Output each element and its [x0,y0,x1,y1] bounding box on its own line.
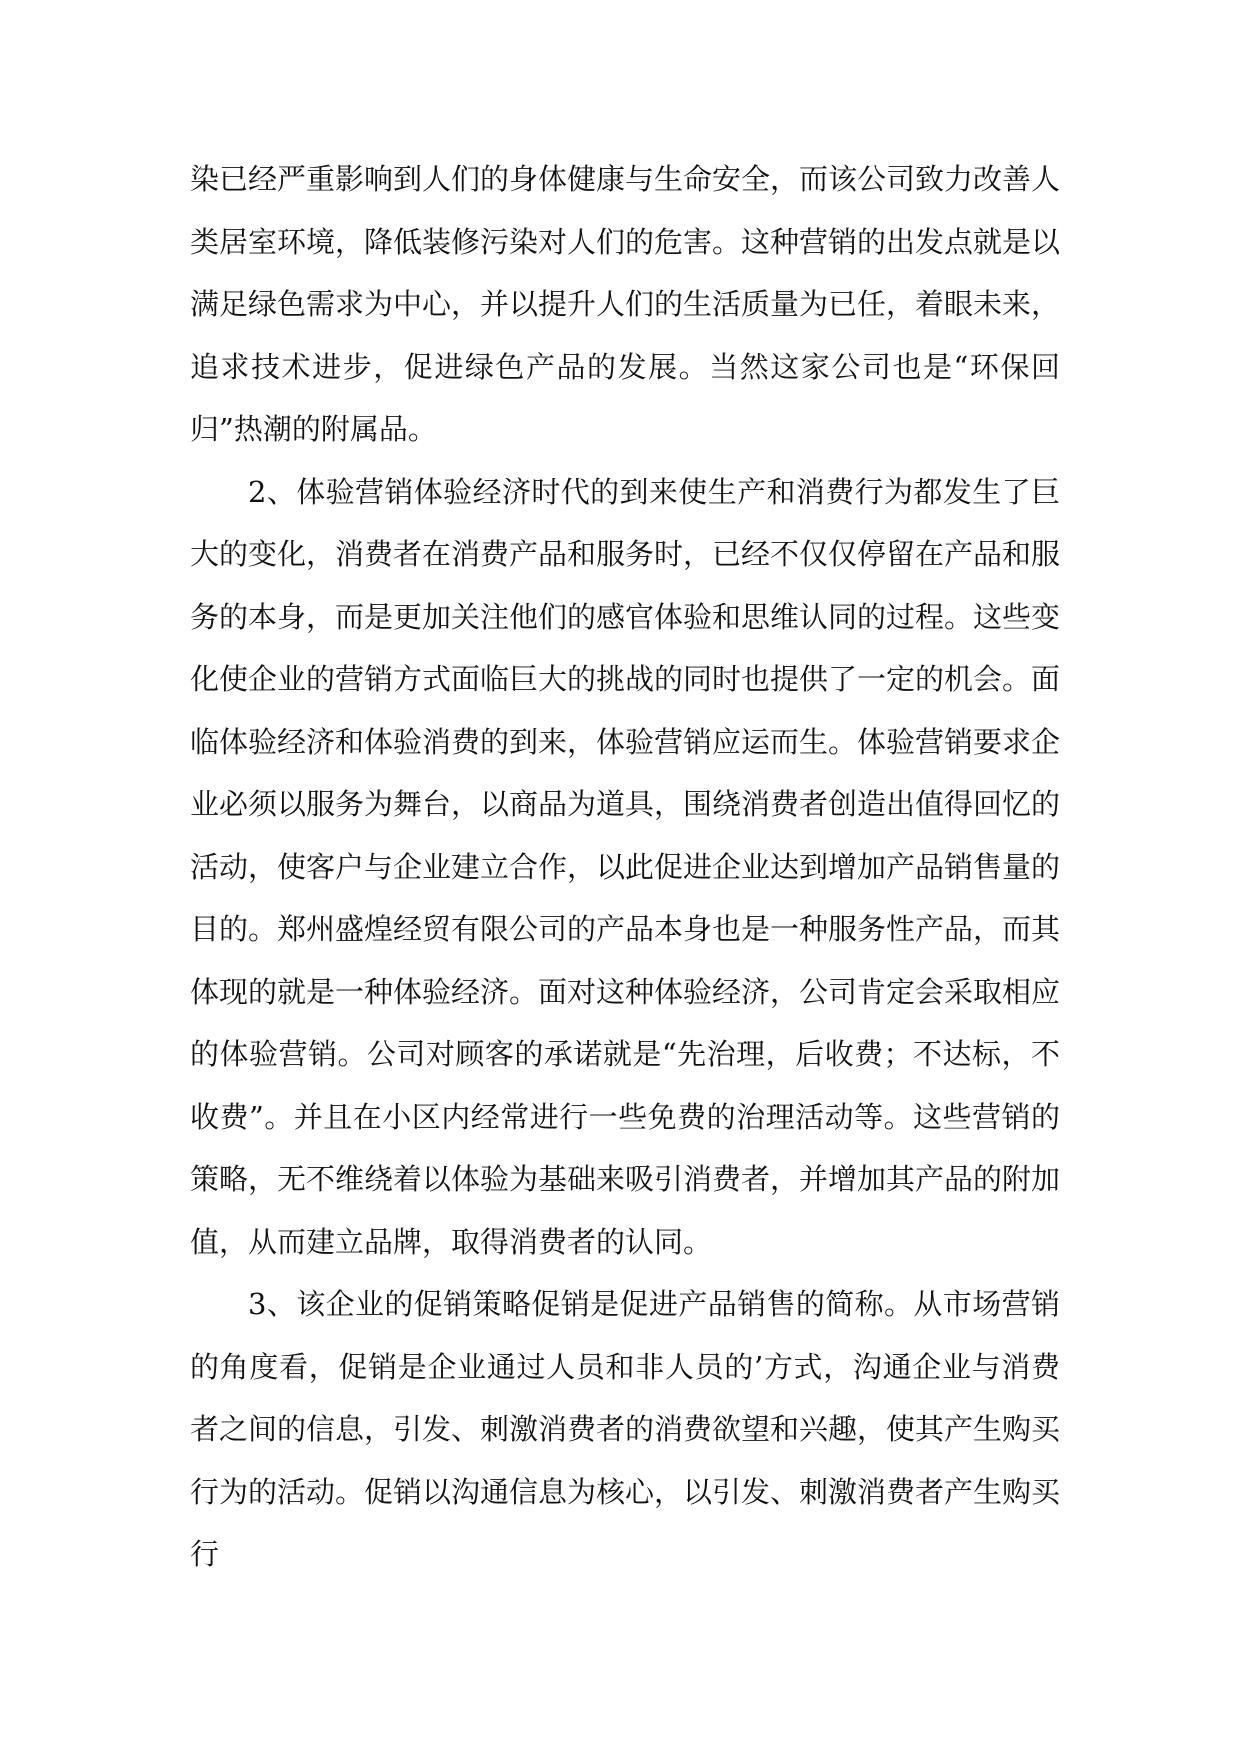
paragraph-2: 2、体验营销体验经济时代的到来使生产和消费行为都发生了巨大的变化，消费者在消费产品和服务时，已经不仅仅停留在产品和服务的本身，而是更加关注他们的感官体验和思维认同的过程。这些变化使企业的营销方式面临巨大的挑战的同时也提供了一定的机会。面临体验经济和体验消费的到来，体验营销应运而生。体验营销要求企业必须以服务为舞台，以商品为道具，围绕消费者创造出值得回忆的活动，使客户与企业建立合作，以此促进企业达到增加产品销售量的目的。郑州盛煌经贸有限公司的产品本身也是一种服务性产品，而其体现的就是一种体验经济。面对这种体验经济，公司肯定会采取相应的体验营销。公司对顾客的承诺就是“先治理，后收费；不达标，不收费”。并且在小区内经常进行一些免费的治理活动等。这些营销的策略，无不维绕着以体验为基础来吸引消费者，并增加其产品的附加值，从而建立品牌，取得消费者的认同。 [190,474,1061,1259]
paragraph-3: 3、该企业的促销策略促销是促进产品销售的简称。从市场营销的角度看，促销是企业通过人员和非人员的’方式，沟通企业与消费者之间的信息，引发、刺激消费者的消费欲望和兴趣，使其产生购买行为的活动。促销以沟通信息为核心，以引发、刺激消费者产生购买行 [190,1287,1061,1571]
document-body [190,148,1060,1586]
paragraph-1: 染已经严重影响到人们的身体健康与生命安全，而该公司致力改善人类居室环境，降低装修污染对人们的危害。这种营销的出发点就是以满足绿色需求为中心，并以提升人们的生活质量为已任，着眼未来，追求技术进步，促进绿色产品的发展。当然这家公司也是“环保回归”热潮的附属品。 [190,162,1061,446]
